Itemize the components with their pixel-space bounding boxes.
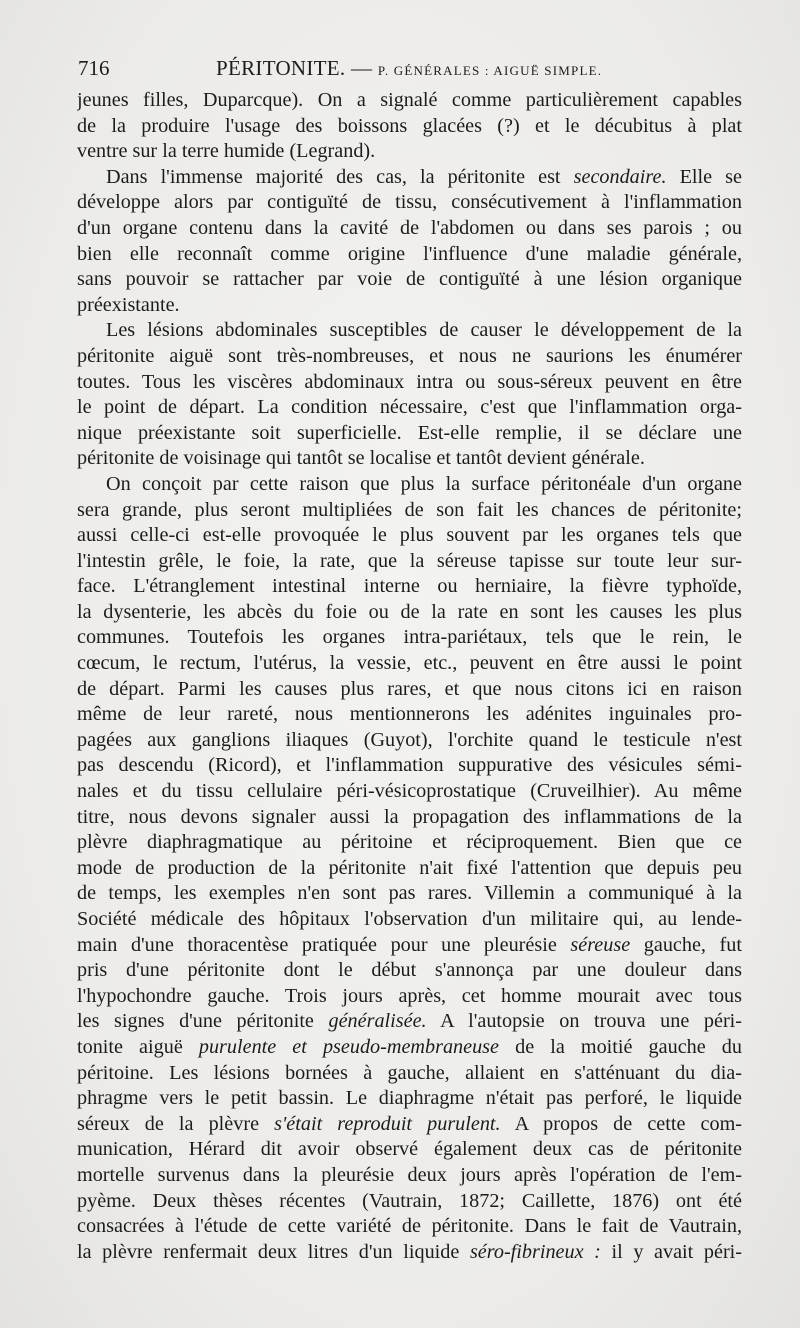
text-line: Société médicale des hôpitaux l'observation d'un militaire qui, au lende- (77, 908, 742, 930)
running-title-main: PÉRITONITE. — (216, 56, 373, 80)
text-line: mode de production de la péritonite n'ait fixé l'attention que depuis peu (77, 856, 742, 879)
text-line: le point de départ. La condition nécessaire, c'est que l'inflammation orga- (77, 396, 742, 419)
text-line: même de leur rareté, nous mentionnerons les adénites inguinales pro- (77, 703, 742, 726)
text-line: munication, Hérard dit avoir observé également deux cas de péritonite (77, 1138, 742, 1161)
text-line: Dans l'immense majorité des cas, la péritonite est secondaire. Elle se (106, 165, 742, 188)
text-line: pas descendu (Ricord), et l'inflammation suppurative des vésicules sémi- (77, 754, 742, 777)
text-line: sera grande, plus seront multipliées de son fait les chances de péritonite; (77, 498, 742, 521)
text-line: l'intestin grêle, le foie, la rate, que la séreuse tapisse sur toute leur sur- (77, 549, 742, 572)
text-line: de la produire l'usage des boissons glacées (?) et le décubitus à plat (77, 114, 742, 137)
text-line: nique préexistante soit superficielle. Est-elle remplie, il se déclare une (77, 421, 742, 444)
text-line: la dysenterie, les abcès du foie ou de la rate en sont les causes les plus (77, 600, 742, 623)
running-title (216, 56, 602, 81)
text-line: l'hypochondre gauche. Trois jours après, cet homme mourait avec tous (77, 984, 742, 1007)
text-line: titre, nous devons signaler aussi la propagation des inflammations de la (77, 805, 742, 828)
text-line: développe alors par contiguïté de tissu, consécutivement à l'inflammation (77, 191, 742, 214)
text-line: pris d'une péritonite dont le début s'annonça par une douleur dans (77, 959, 742, 982)
running-header (78, 52, 742, 88)
text-line: la plèvre renfermait deux litres d'un liquide séro-fibrineux : il y avait péri- (77, 1240, 742, 1263)
text-line: jeunes filles, Duparcque). On a signalé comme particulièrement capables (77, 89, 742, 111)
text-line: de départ. Parmi les causes plus rares, et que nous citons ici en raison (77, 677, 742, 700)
running-title-subtitle: P. GÉNÉRALES : AIGUË SIMPLE. (377, 63, 603, 78)
text-line: préexistante. (77, 293, 180, 316)
text-line: de temps, les exemples n'en sont pas rares. Villemin a communiqué à la (77, 882, 742, 905)
text-line: péritoine. Les lésions bornées à gauche, allaient en s'atténuant du dia- (77, 1061, 742, 1084)
text-line: bien elle reconnaît comme origine l'influence d'une maladie générale, (77, 242, 742, 265)
text-line: péritonite de voisinage qui tantôt se localise et tantôt devient générale. (77, 447, 645, 470)
text-line: face. L'étranglement intestinal interne ou herniaire, la fièvre typhoïde, (77, 575, 742, 598)
text-line: séreux de la plèvre s'était reproduit purulent. A propos de cette com- (77, 1112, 742, 1135)
text-line: péritonite aiguë sont très-nombreuses, et nous ne saurions les énumérer (77, 344, 742, 367)
text-line: sans pouvoir se rattacher par voie de contiguïté à une lésion organique (77, 268, 742, 291)
text-line: toutes. Tous les viscères abdominaux intra ou sous-séreux peuvent en être (77, 370, 742, 393)
text-line: Les lésions abdominales susceptibles de causer le développement de la (106, 319, 742, 342)
text-line: phragme vers le petit bassin. Le diaphragme n'était pas perforé, le liquide (77, 1087, 742, 1110)
text-line: pagées aux ganglions iliaques (Guyot), l'orchite quand le testicule n'est (77, 728, 742, 751)
text-line: cœcum, le rectum, l'utérus, la vessie, etc., peuvent en être aussi le point (77, 652, 742, 675)
text-line: plèvre diaphragmatique au péritoine et réciproquement. Bien que ce (77, 831, 742, 854)
text-line: pyème. Deux thèses récentes (Vautrain, 1872; Caillette, 1876) ont été (77, 1189, 742, 1212)
text-line: d'un organe contenu dans la cavité de l'abdomen ou dans ses parois ; ou (77, 216, 742, 239)
page-number: 716 (78, 56, 110, 80)
text-line: consacrées à l'étude de cette variété de péritonite. Dans le fait de Vautrain, (77, 1215, 742, 1238)
text-line: nales et du tissu cellulaire péri-vésicoprostatique (Cruveilhier). Au même (77, 780, 742, 803)
text-line: On conçoit par cette raison que plus la surface péritonéale d'un organe (106, 472, 742, 495)
text-line: les signes d'une péritonite généralisée. A l'autopsie on trouva une péri- (77, 1010, 742, 1033)
text-line: mortelle survenus dans la pleurésie deux jours après l'opération de l'em- (77, 1163, 742, 1186)
body-text (77, 88, 742, 1265)
text-line: main d'une thoracentèse pratiquée pour une pleurésie séreuse gauche, fut (77, 933, 742, 956)
text-line: aussi celle-ci est-elle provoquée le plus souvent par les organes tels que (77, 524, 742, 547)
text-line: ventre sur la terre humide (Legrand). (77, 140, 376, 163)
text-line: tonite aiguë purulente et pseudo-membraneuse de la moitié gauche du (77, 1035, 742, 1058)
text-line: communes. Toutefois les organes intra-pariétaux, tels que le rein, le (77, 626, 742, 649)
